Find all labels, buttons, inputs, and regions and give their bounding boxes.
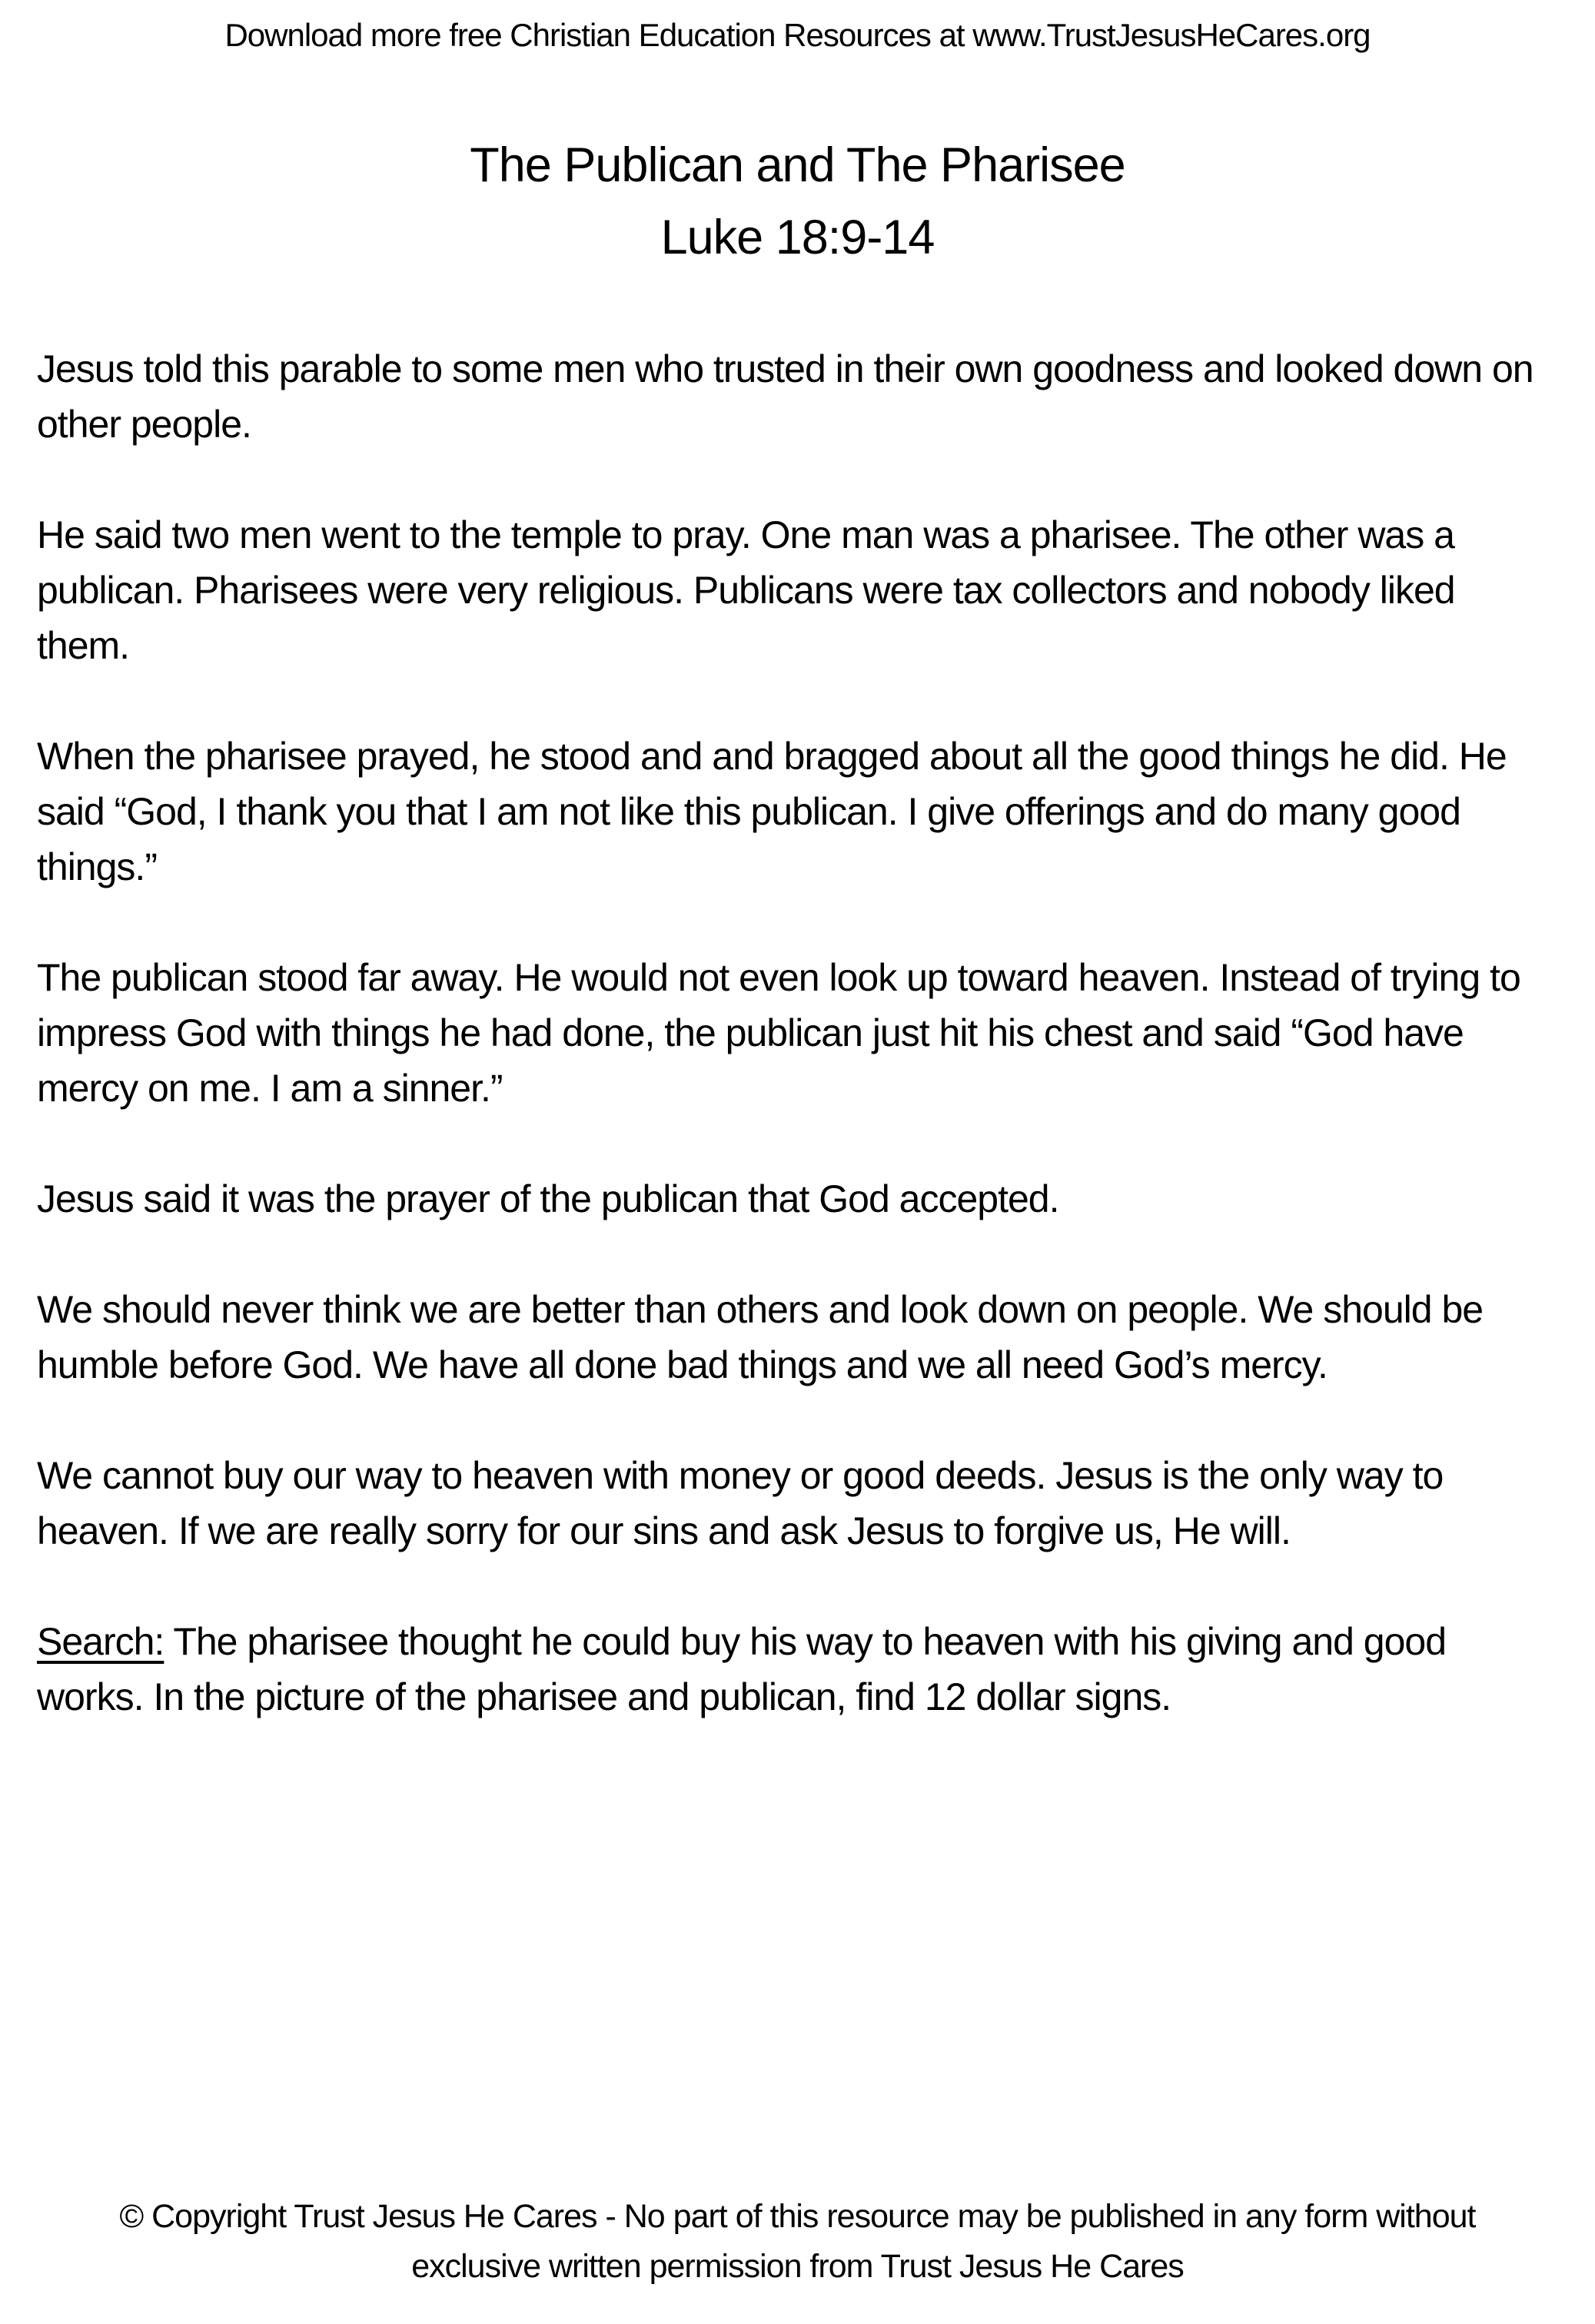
paragraph-intro: Jesus told this parable to some men who trusted in their own goodness and looked down on other people.	[37, 347, 1534, 446]
paragraph-publican-prayer: The publican stood far away. He would not even look up toward heaven. Instead of trying to impress God with things he had done, the publican just hit his chest and said “God have mercy on me. I am a sinner.”	[37, 956, 1520, 1110]
copyright-line-2: exclusive written permission from Trust Jesus He Cares	[411, 2248, 1184, 2285]
copyright-footer	[0, 2192, 1595, 2292]
page-title: The Publican and The Pharisee	[470, 138, 1125, 192]
paragraph-accepted-prayer: Jesus said it was the prayer of the publican that God accepted.	[37, 1177, 1059, 1220]
paragraph-pharisee-prayer: When the pharisee prayed, he stood and and bragged about all the good things he did. He said “God, I thank you that I am not like this publican. I give offerings and do many good things.”	[37, 735, 1507, 888]
page-header-text: Download more free Christian Education Resources at www.TrustJesusHeCares.org	[224, 17, 1371, 53]
page-subtitle-scripture-reference: Luke 18:9-14	[660, 211, 935, 264]
search-label: Search:	[37, 1620, 164, 1663]
paragraph-humility-lesson: We should never think we are better than others and look down on people. We should be humble before God. We have all done bad things and we all need God’s mercy.	[37, 1288, 1484, 1386]
search-instructions: The pharisee thought he could buy his way to heaven with his giving and good works. In the picture of the pharisee and publican, find 12 dollar signs.	[37, 1620, 1447, 1718]
copyright-line-1: © Copyright Trust Jesus He Cares - No part of this resource may be published in any form without	[119, 2198, 1476, 2235]
paragraph-two-men: He said two men went to the temple to pray. One man was a pharisee. The other was a publican. Pharisees were very religious. Publicans were tax collectors and nobody liked them.	[37, 513, 1455, 667]
body-content	[37, 341, 1537, 1780]
paragraph-way-to-heaven: We cannot buy our way to heaven with money or good deeds. Jesus is the only way to heaven. If we are really sorry for our sins and ask Jesus to forgive us, He will.	[37, 1454, 1444, 1552]
title-block	[0, 129, 1595, 274]
search-paragraph	[37, 1614, 1537, 1725]
